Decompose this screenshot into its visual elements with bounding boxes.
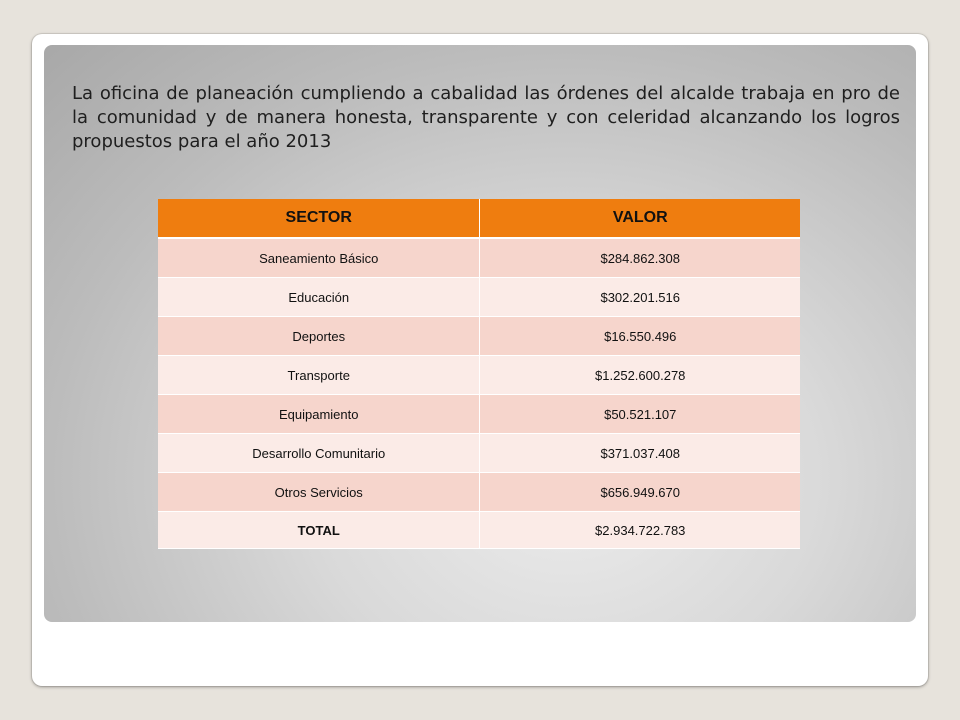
total-row (158, 512, 800, 549)
sector-cell: Transporte (158, 356, 480, 395)
valor-cell: $371.037.408 (480, 434, 800, 473)
table-row (158, 473, 800, 512)
table-row (158, 356, 800, 395)
sector-cell: Otros Servicios (158, 473, 480, 512)
valor-cell: $1.252.600.278 (480, 356, 800, 395)
budget-table (158, 199, 800, 549)
sector-cell: Equipamiento (158, 395, 480, 434)
total-valor-cell: $2.934.722.783 (480, 512, 800, 549)
valor-cell: $284.862.308 (480, 238, 800, 278)
table-row (158, 278, 800, 317)
valor-cell: $302.201.516 (480, 278, 800, 317)
header-sector: SECTOR (158, 199, 480, 238)
table-row (158, 395, 800, 434)
table-row (158, 317, 800, 356)
sector-cell: Desarrollo Comunitario (158, 434, 480, 473)
total-label-cell: TOTAL (158, 512, 480, 549)
sector-cell: Deportes (158, 317, 480, 356)
valor-cell: $656.949.670 (480, 473, 800, 512)
valor-cell: $50.521.107 (480, 395, 800, 434)
sector-cell: Saneamiento Básico (158, 238, 480, 278)
sector-cell: Educación (158, 278, 480, 317)
table-row (158, 434, 800, 473)
header-valor: VALOR (480, 199, 800, 238)
intro-paragraph: La oficina de planeación cumpliendo a cabalidad las órdenes del alcalde trabaja en pro de la comunidad y de manera honesta, transparente y con celeridad alcanzando los logros propuestos para el año 2013 (72, 83, 900, 152)
table-row (158, 238, 800, 278)
valor-cell: $16.550.496 (480, 317, 800, 356)
table-header-row (158, 199, 800, 238)
